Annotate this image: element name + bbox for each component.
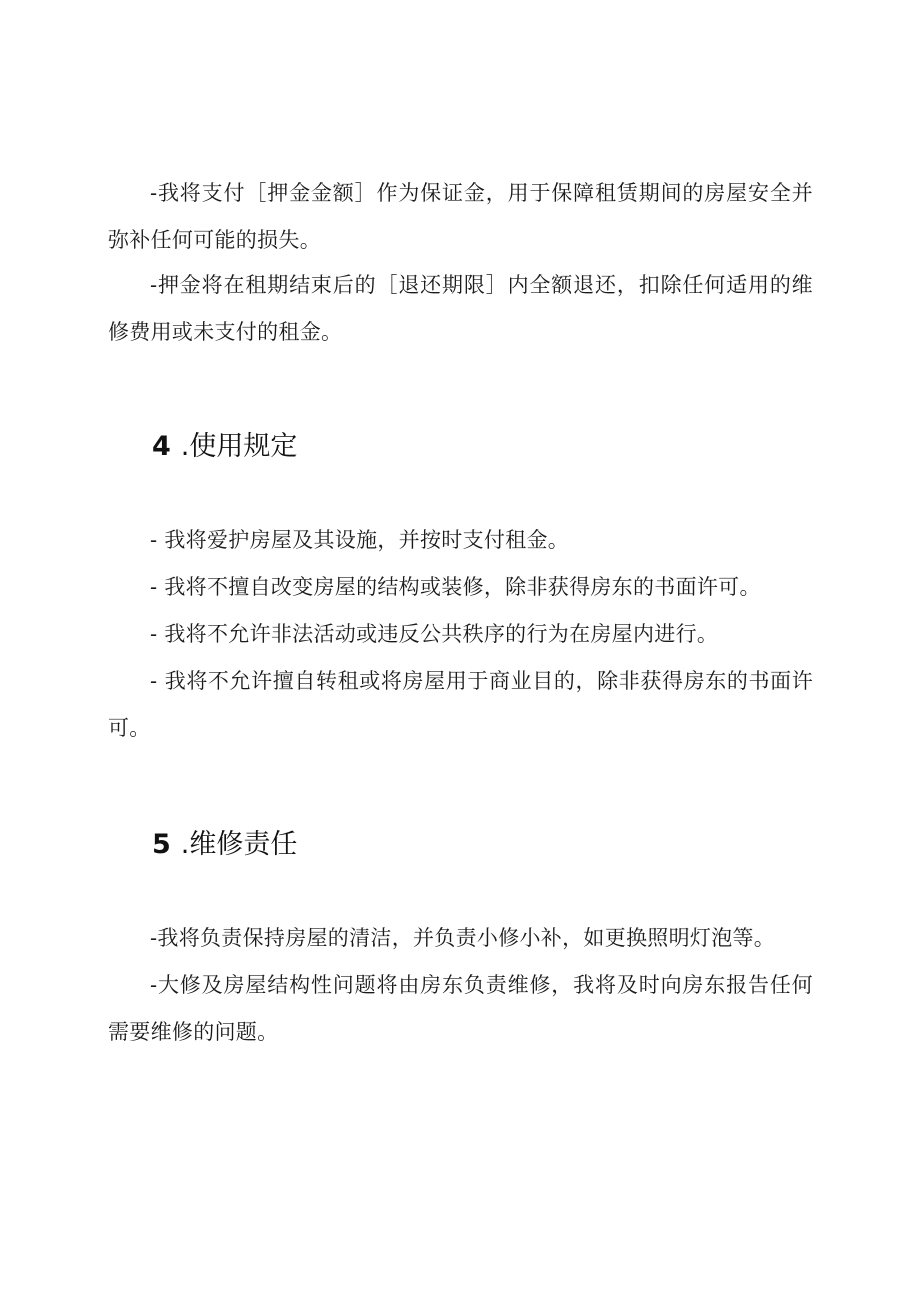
maintenance-landlord-paragraph: -大修及房屋结构性问题将由房东负责维修，我将及时向房东报告任何需要维修的问题。 [108, 973, 813, 1044]
section-5-number: 5 [152, 829, 171, 860]
maintenance-tenant-paragraph: -我将负责保持房屋的清洁，并负责小修小补，如更换照明灯泡等。 [150, 926, 776, 950]
section-5-title: .维修责任 [180, 829, 298, 860]
usage-rule-1: - 我将爱护房屋及其设施，并按时支付租金。 [150, 528, 570, 552]
deposit-payment-paragraph: -我将支付［押金金额］作为保证金，用于保障租赁期间的房屋安全并弥补任何可能的损失。 [108, 181, 813, 252]
section-4-number: 4 [152, 431, 171, 462]
section-5-heading [152, 822, 297, 861]
section-4-title: .使用规定 [180, 431, 298, 462]
usage-rule-2: - 我将不擅自改变房屋的结构或装修，除非获得房东的书面许可。 [150, 575, 761, 599]
usage-rule-4: - 我将不允许擅自转租或将房屋用于商业目的，除非获得房东的书面许可。 [108, 669, 813, 740]
usage-rule-3: - 我将不允许非法活动或违反公共秩序的行为在房屋内进行。 [150, 622, 719, 646]
deposit-refund-paragraph: -押金将在租期结束后的［退还期限］内全额退还，扣除任何适用的维修费用或未支付的租金。 [108, 273, 813, 344]
section-4-heading [152, 424, 297, 463]
